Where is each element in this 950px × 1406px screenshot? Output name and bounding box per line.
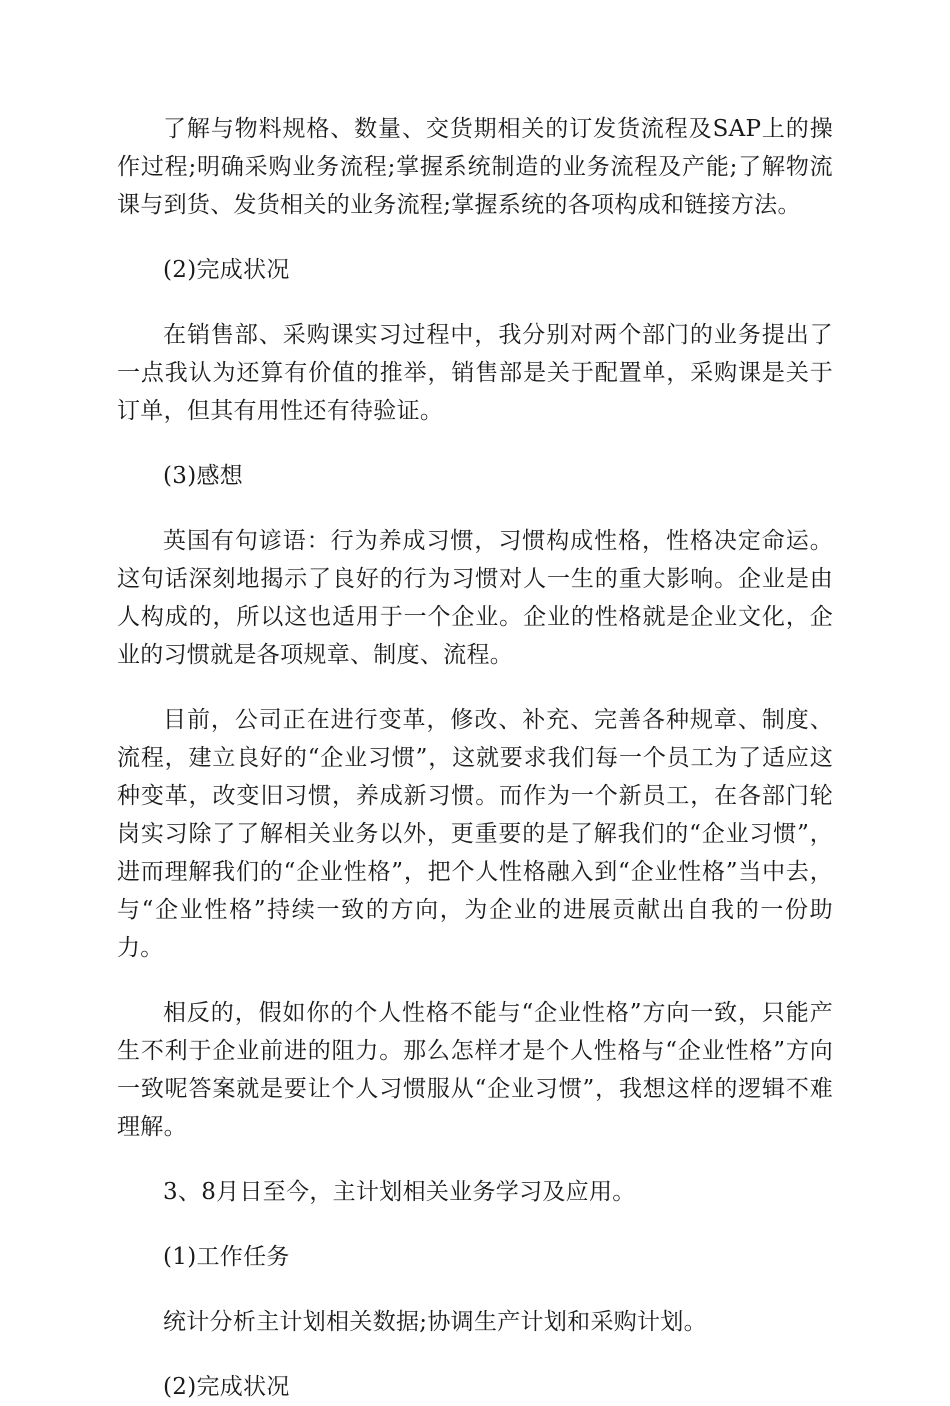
paragraph-process-overview: 了解与物料规格、数量、交货期相关的订发货流程及SAP上的操作过程;明确采购业务流程;掌握系统制造的业务流程及产能;了解物流课与到货、发货相关的业务流程;掌握系统的各项构成和链接方法。 (117, 116, 833, 218)
paragraph-master-plan-section: 3、8月日至今，主计划相关业务学习及应用。 (163, 1179, 636, 1205)
heading-completion-status: (2)完成状况 (163, 257, 290, 283)
paragraph-task-description: 统计分析主计划相关数据;协调生产计划和采购计划。 (163, 1309, 707, 1335)
paragraph-proverb: 英国有句谚语：行为养成习惯，习惯构成性格，性格决定命运。这句话深刻地揭示了良好的行为习惯对人一生的重大影响。企业是由人构成的，所以这也适用于一个企业。企业的性格就是企业文化，企业的习惯就是各项规章、制度、流程。 (117, 528, 833, 668)
paragraph-internship-suggestions: 在销售部、采购课实习过程中，我分别对两个部门的业务提出了一点我认为还算有价值的推举，销售部是关于配置单，采购课是关于订单，但其有用性还有待验证。 (117, 322, 833, 424)
paragraph-personality-alignment: 相反的，假如你的个人性格不能与“企业性格”方向一致，只能产生不利于企业前进的阻力。那么怎样才是个人性格与“企业性格”方向一致呢答案就是要让个人习惯服从“企业习惯”，我想这样的逻辑不难理解。 (117, 1000, 833, 1140)
heading-reflections: (3)感想 (163, 463, 244, 489)
document-page (117, 110, 833, 1406)
heading-completion-status-2: (2)完成状况 (163, 1374, 290, 1400)
heading-work-tasks: (1)工作任务 (163, 1244, 290, 1270)
paragraph-company-reform: 目前，公司正在进行变革，修改、补充、完善各种规章、制度、流程，建立良好的“企业习惯”，这就要求我们每一个员工为了适应这种变革，改变旧习惯，养成新习惯。而作为一个新员工，在各部门轮岗实习除了了解相关业务以外，更重要的是了解我们的“企业习惯”，进而理解我们的“企业性格”，把个人性格融入到“企业性格”当中去，与“企业性格”持续一致的方向，为企业的进展贡献出自我的一份助力。 (117, 707, 833, 961)
